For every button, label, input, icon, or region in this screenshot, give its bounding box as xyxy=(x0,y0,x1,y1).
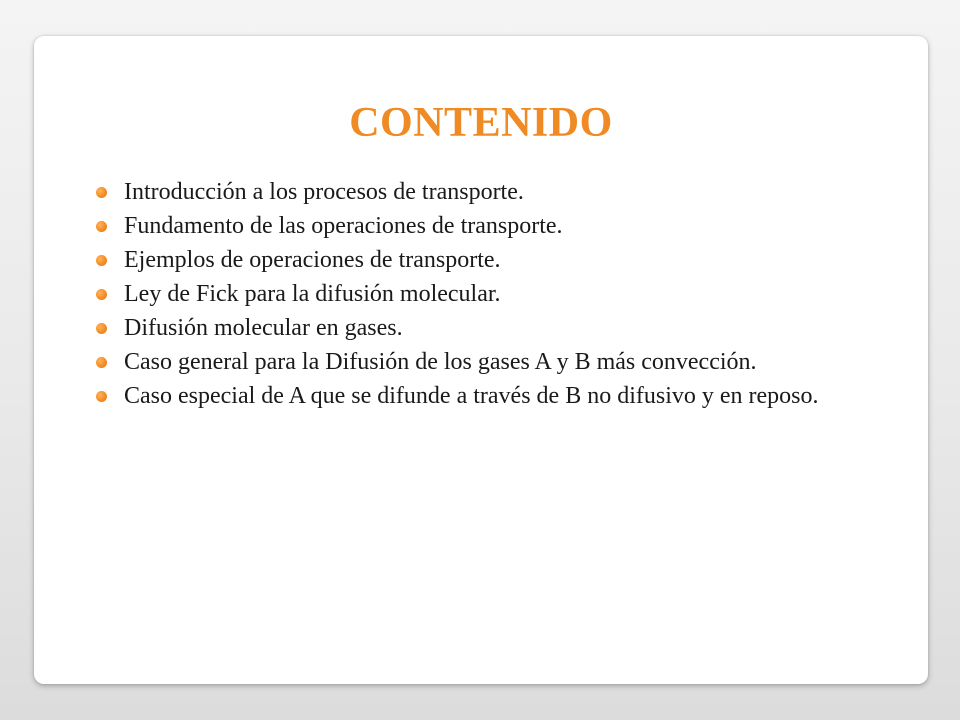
list-item-text: Ejemplos de operaciones de transporte. xyxy=(124,247,501,273)
bullet-icon xyxy=(96,187,107,198)
bullet-icon xyxy=(96,323,107,334)
slide-card xyxy=(34,36,928,684)
bullet-icon xyxy=(96,255,107,266)
list-item xyxy=(96,247,931,274)
list-item xyxy=(96,213,931,240)
list-item xyxy=(96,383,931,410)
list-item-text: Caso general para la Difusión de los gases A y B más convección. xyxy=(124,349,757,375)
list-item xyxy=(96,349,931,376)
list-item-text: Caso especial de A que se difunde a través de B no difusivo y en reposo. xyxy=(124,383,819,409)
bullet-icon xyxy=(96,391,107,402)
bullet-list xyxy=(96,179,931,417)
bullet-icon xyxy=(96,221,107,232)
list-item xyxy=(96,281,931,308)
list-item xyxy=(96,315,931,342)
list-item-text: Introducción a los procesos de transporte. xyxy=(124,179,524,205)
bullet-icon xyxy=(96,357,107,368)
bullet-icon xyxy=(96,289,107,300)
list-item-text: Difusión molecular en gases. xyxy=(124,315,403,341)
list-item-text: Ley de Fick para la difusión molecular. xyxy=(124,281,501,307)
list-item xyxy=(96,179,931,206)
list-item-text: Fundamento de las operaciones de transporte. xyxy=(124,213,563,239)
slide-title: CONTENIDO xyxy=(349,100,613,146)
